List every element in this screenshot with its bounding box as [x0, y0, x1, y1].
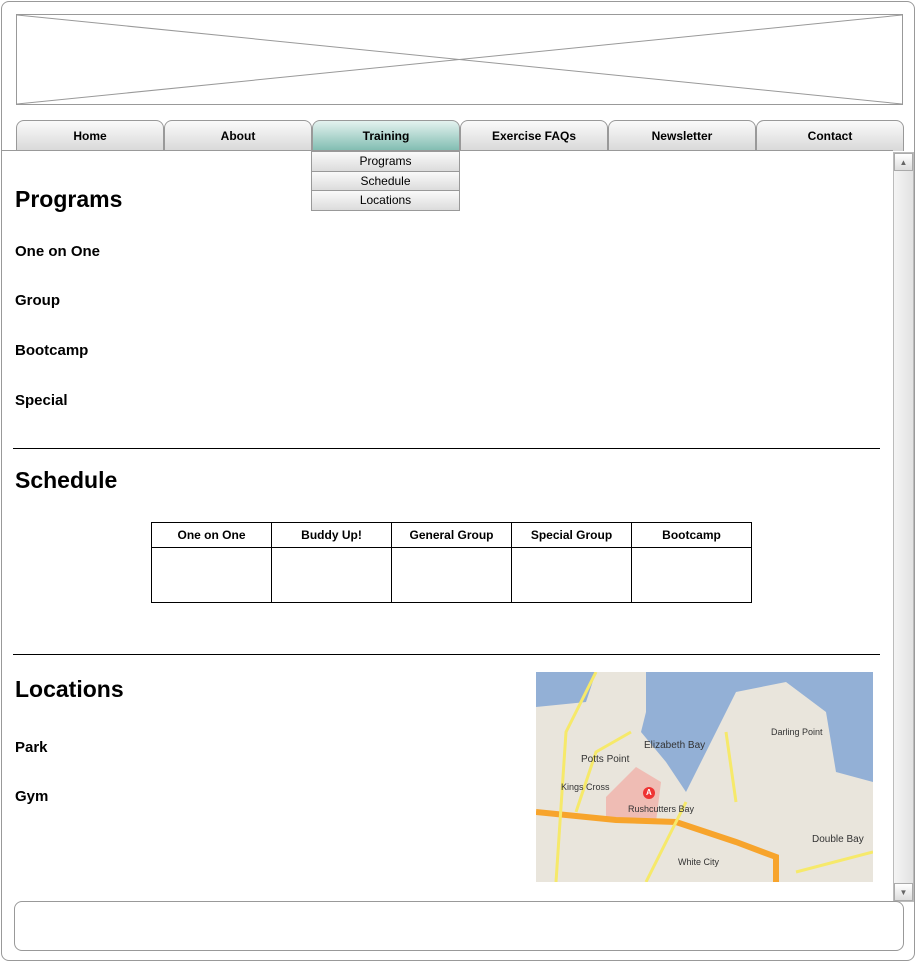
training-dropdown [311, 151, 460, 211]
scroll-up-icon[interactable]: ▲ [894, 153, 913, 171]
scroll-down-icon[interactable]: ▼ [894, 883, 913, 901]
dropdown-item-locations[interactable]: Locations [311, 190, 460, 211]
map-label: Elizabeth Bay [644, 740, 706, 751]
program-item: Bootcamp [15, 342, 89, 359]
schedule-table [151, 522, 752, 603]
tab-about[interactable]: About [164, 120, 312, 151]
vertical-scrollbar[interactable] [893, 152, 914, 902]
map-label: White City [678, 857, 720, 867]
map-label: Potts Point [581, 754, 630, 765]
tab-contact[interactable]: Contact [756, 120, 904, 151]
column-header: One on One [152, 523, 272, 548]
column-header: Buddy Up! [272, 523, 392, 548]
footer [14, 901, 904, 951]
map-graphic [536, 672, 873, 882]
dropdown-item-schedule[interactable]: Schedule [311, 171, 460, 192]
tab-training[interactable]: Training [312, 120, 460, 151]
program-item: Special [15, 392, 68, 409]
tab-newsletter[interactable]: Newsletter [608, 120, 756, 151]
program-item: One on One [15, 243, 101, 260]
table-cell [392, 548, 512, 603]
map-marker-icon[interactable]: A [646, 788, 652, 797]
column-header: Bootcamp [632, 523, 752, 548]
dropdown-item-programs[interactable]: Programs [311, 151, 460, 172]
schedule-heading: Schedule [15, 467, 118, 493]
header-image-placeholder [16, 14, 903, 105]
divider [13, 654, 880, 655]
main-nav [16, 120, 904, 151]
location-item: Gym [15, 788, 49, 805]
map-label: Darling Point [771, 727, 823, 737]
table-cell [152, 548, 272, 603]
tab-home[interactable]: Home [16, 120, 164, 151]
map-label: Rushcutters Bay [628, 804, 695, 814]
map-label: Double Bay [812, 834, 864, 845]
program-item: Group [15, 292, 60, 309]
table-cell [272, 548, 392, 603]
table-cell [512, 548, 632, 603]
table-cell [632, 548, 752, 603]
location-map[interactable] [536, 672, 873, 882]
locations-heading: Locations [15, 676, 124, 702]
map-label: Kings Cross [561, 782, 610, 792]
column-header: Special Group [512, 523, 632, 548]
programs-heading: Programs [15, 186, 123, 212]
location-item: Park [15, 739, 48, 756]
divider [13, 448, 880, 449]
column-header: General Group [392, 523, 512, 548]
tab-exercise-faqs[interactable]: Exercise FAQs [460, 120, 608, 151]
